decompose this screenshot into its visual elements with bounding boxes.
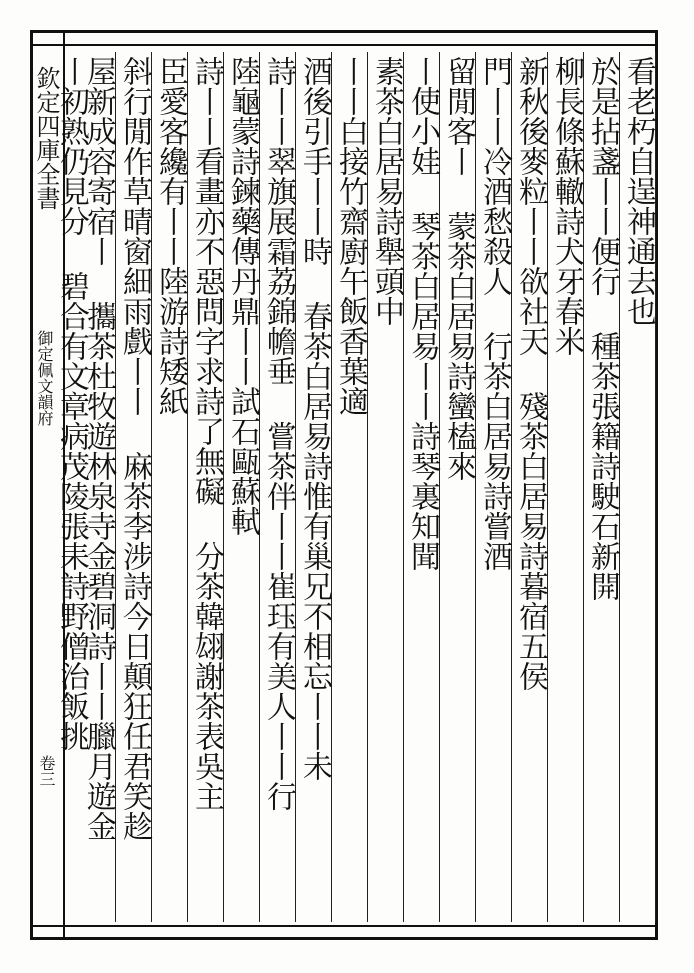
column-text: 陸龜蒙詩鍊藥傳丹鼎丨丨試石甌蘇軾 [225,56,260,536]
text-column [584,52,620,922]
column-text: 詩丨丨看畫亦不惡問字求詩了無礙 分茶韓翃謝茶表吳主 [189,56,224,811]
text-column [296,52,332,922]
column-text: 新秋後麥粒丨丨欲社天 殘茶白居易詩暮宿五侯 [513,56,548,691]
book-title: 欽定四庫全書 [32,66,60,210]
column-text: 臣愛客纔有丨丨陸游詩矮紙 [153,56,188,416]
text-column [332,52,368,922]
text-column [260,52,296,922]
column-text: 丨丨白接竹齋廚午飯香葉適 [333,56,368,416]
column-text: 斜行閒作草晴窗細雨戲丨丨 麻茶李涉詩今日顛狂任君笑趁 [117,56,152,841]
text-column [152,52,188,922]
column-text: 素茶白居易詩舉頭中 [369,56,404,326]
column-text: 柳長條蘇轍詩犬牙春米 [549,56,584,356]
column-text: 詩丨丨翠旗展霜荔錦幨垂 嘗茶伴丨丨崔珏有美人丨丨行 [261,56,296,811]
text-column [54,52,89,922]
column-text: 留閒客丨 蒙茶白居易詩蠻榼來 [441,56,476,481]
book-subtitle: 御定佩文韻府 [35,330,54,426]
bottom-rule [30,925,658,927]
column-text: 屋新成容寄宿丨 攜茶杜牧遊林泉寺金碧洞詩丨丨臘月遊金 [81,56,116,841]
text-column [188,52,224,922]
text-column [548,52,584,922]
text-column [476,52,512,922]
text-column [512,52,548,922]
column-text: 酒後引手丨丨時 春茶白居易詩惟有巢兄不相忘丨丨未 [297,56,332,781]
text-column [368,52,404,922]
column-text: 於是拈盞丨丨便行 種茶張籍詩駛石新開 [585,56,620,601]
column-text: 丨使小娃 琴茶白居易丨丨詩琴裏知聞 [405,56,440,571]
column-text: 門丨丨冷酒愁殺人 行茶白居易詩嘗酒 [477,56,512,571]
column-text: 看老朽自逞神通去也 [621,56,656,326]
column-text: 丨初熟仍見分 碧合有文章病茂陵張耒詩野僧治飯挑 [54,56,89,751]
top-rule [30,44,658,46]
text-column [224,52,260,922]
text-column [116,52,152,922]
text-column [404,52,440,922]
text-column [620,52,656,922]
folio-number: 卷三 [37,755,56,787]
text-column [440,52,476,922]
